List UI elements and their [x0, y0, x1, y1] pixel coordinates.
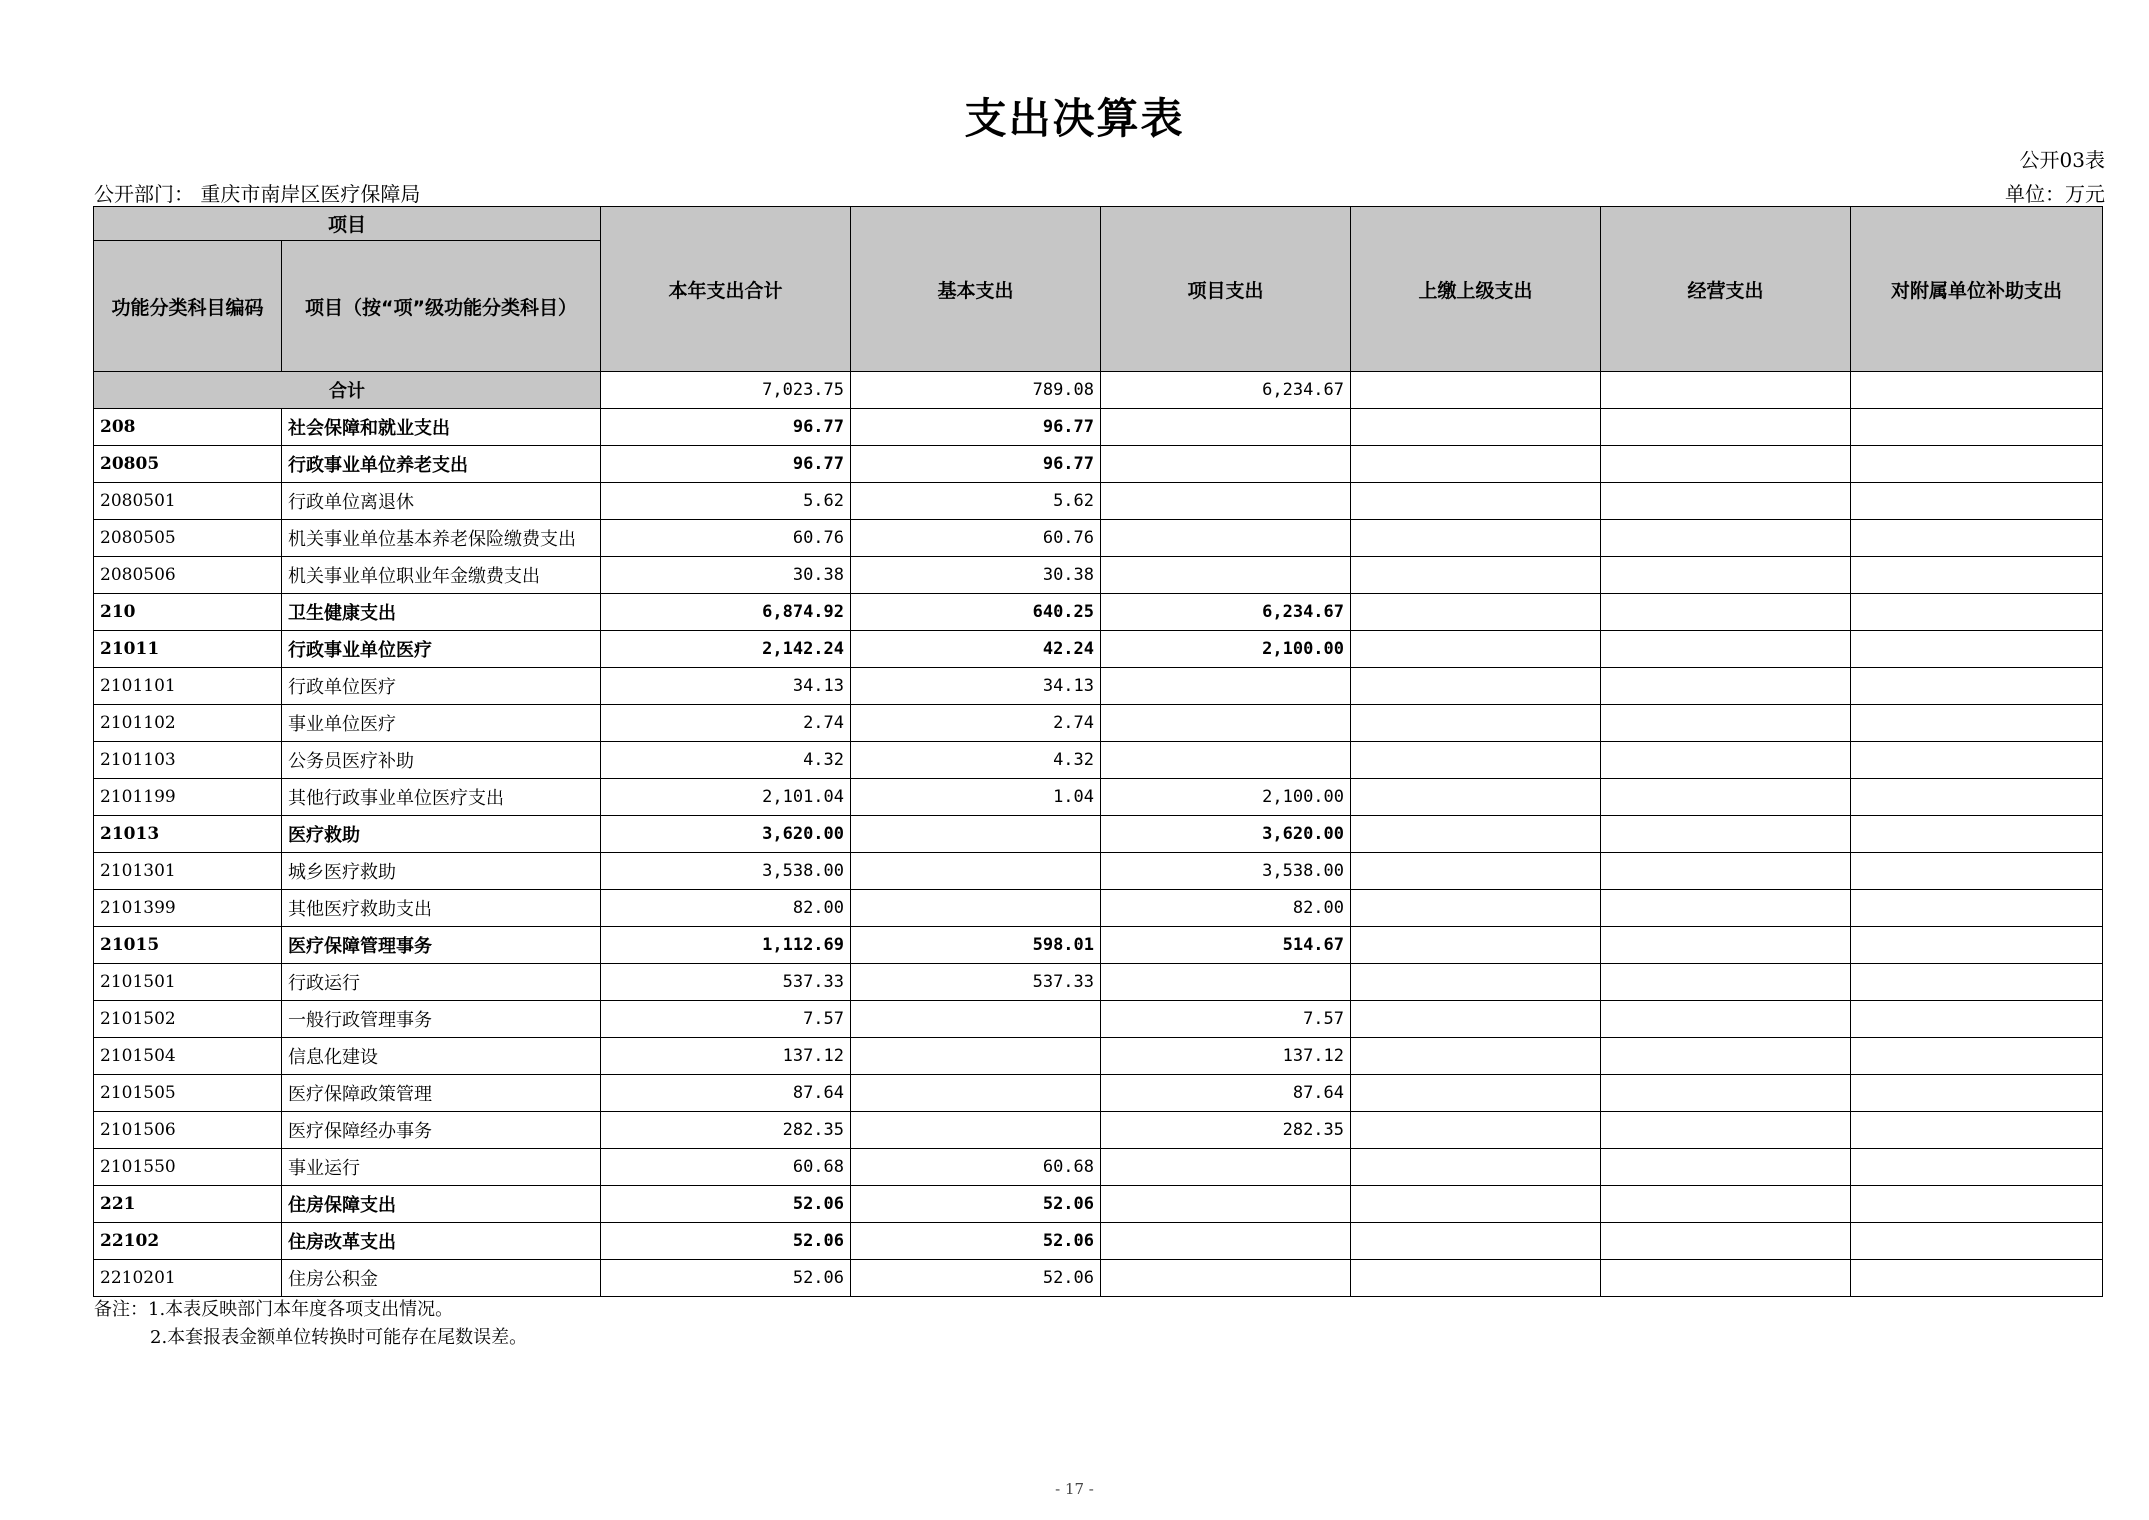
table-row [94, 1112, 2103, 1149]
table-row [94, 742, 2103, 779]
table-row [94, 1149, 2103, 1186]
table-row [94, 964, 2103, 1001]
row-basic: 96.77 [851, 446, 1101, 483]
row-basic: 96.77 [851, 409, 1101, 446]
row-project [1101, 557, 1351, 594]
header-item: 项目 [94, 207, 601, 241]
header-project: 项目支出 [1101, 207, 1351, 372]
row-basic: 30.38 [851, 557, 1101, 594]
total-row [94, 372, 2103, 409]
row-code: 21011 [94, 631, 282, 668]
table-row [94, 853, 2103, 890]
row-name: 公务员医疗补助 [282, 742, 601, 779]
row-upper [1351, 927, 1601, 964]
row-business [1601, 927, 1851, 964]
row-upper [1351, 594, 1601, 631]
row-upper [1351, 668, 1601, 705]
row-upper [1351, 1038, 1601, 1075]
row-business [1601, 964, 1851, 1001]
table-row [94, 1038, 2103, 1075]
row-upper [1351, 705, 1601, 742]
row-basic: 1.04 [851, 779, 1101, 816]
note-1: 备注：1.本表反映部门本年度各项支出情况。 [94, 1299, 454, 1320]
row-total: 60.68 [601, 1149, 851, 1186]
row-subsidy [1851, 1149, 2103, 1186]
row-basic [851, 890, 1101, 927]
row-project: 514.67 [1101, 927, 1351, 964]
header-name: 项目（按“项”级功能分类科目） [282, 241, 601, 372]
row-project: 7.57 [1101, 1001, 1351, 1038]
row-subsidy [1851, 520, 2103, 557]
row-business [1601, 668, 1851, 705]
row-subsidy [1851, 631, 2103, 668]
row-total: 30.38 [601, 557, 851, 594]
row-upper [1351, 409, 1601, 446]
page-title: 支出决算表 [964, 94, 1185, 143]
row-total: 52.06 [601, 1186, 851, 1223]
unit-label: 单位：万元 [2005, 182, 2105, 206]
total-project: 6,234.67 [1101, 372, 1351, 409]
header-upper: 上缴上级支出 [1351, 207, 1601, 372]
row-business [1601, 1075, 1851, 1112]
row-subsidy [1851, 779, 2103, 816]
row-upper [1351, 779, 1601, 816]
row-name: 住房改革支出 [282, 1223, 601, 1260]
row-basic [851, 1001, 1101, 1038]
row-code: 208 [94, 409, 282, 446]
row-total: 3,620.00 [601, 816, 851, 853]
row-name: 机关事业单位基本养老保险缴费支出 [282, 520, 601, 557]
row-total: 3,538.00 [601, 853, 851, 890]
row-project: 2,100.00 [1101, 631, 1351, 668]
row-project: 3,620.00 [1101, 816, 1351, 853]
table-row [94, 1223, 2103, 1260]
row-name: 城乡医疗救助 [282, 853, 601, 890]
row-project: 6,234.67 [1101, 594, 1351, 631]
row-name: 行政事业单位医疗 [282, 631, 601, 668]
row-name: 住房保障支出 [282, 1186, 601, 1223]
row-project [1101, 409, 1351, 446]
header-basic: 基本支出 [851, 207, 1101, 372]
row-name: 一般行政管理事务 [282, 1001, 601, 1038]
row-basic: 60.68 [851, 1149, 1101, 1186]
row-business [1601, 890, 1851, 927]
row-code: 22102 [94, 1223, 282, 1260]
row-total: 2,142.24 [601, 631, 851, 668]
row-project [1101, 964, 1351, 1001]
row-total: 96.77 [601, 446, 851, 483]
table-row [94, 631, 2103, 668]
notes [94, 1296, 527, 1352]
row-name: 行政单位医疗 [282, 668, 601, 705]
row-subsidy [1851, 1038, 2103, 1075]
row-basic [851, 1038, 1101, 1075]
row-code: 2080501 [94, 483, 282, 520]
expenditure-table [93, 206, 2103, 1297]
row-basic: 5.62 [851, 483, 1101, 520]
header-code: 功能分类科目编码 [94, 241, 282, 372]
row-business [1601, 409, 1851, 446]
form-number: 公开03表 [2019, 148, 2105, 172]
row-subsidy [1851, 483, 2103, 520]
row-total: 2.74 [601, 705, 851, 742]
row-name: 行政事业单位养老支出 [282, 446, 601, 483]
row-code: 2101101 [94, 668, 282, 705]
row-code: 2101501 [94, 964, 282, 1001]
row-business [1601, 816, 1851, 853]
row-name: 其他行政事业单位医疗支出 [282, 779, 601, 816]
row-upper [1351, 1260, 1601, 1297]
row-name: 社会保障和就业支出 [282, 409, 601, 446]
page-number: - 17 - [1055, 1480, 1094, 1498]
header-total: 本年支出合计 [601, 207, 851, 372]
row-project: 2,100.00 [1101, 779, 1351, 816]
row-code: 2080506 [94, 557, 282, 594]
row-total: 2,101.04 [601, 779, 851, 816]
row-total: 60.76 [601, 520, 851, 557]
row-basic: 537.33 [851, 964, 1101, 1001]
row-subsidy [1851, 1223, 2103, 1260]
row-basic: 598.01 [851, 927, 1101, 964]
row-code: 2101301 [94, 853, 282, 890]
row-name: 卫生健康支出 [282, 594, 601, 631]
total-label: 合计 [94, 372, 601, 409]
row-subsidy [1851, 1075, 2103, 1112]
row-total: 52.06 [601, 1260, 851, 1297]
row-business [1601, 1038, 1851, 1075]
row-basic: 42.24 [851, 631, 1101, 668]
row-basic [851, 1112, 1101, 1149]
row-basic: 34.13 [851, 668, 1101, 705]
row-upper [1351, 853, 1601, 890]
row-upper [1351, 446, 1601, 483]
table-row [94, 816, 2103, 853]
row-subsidy [1851, 1112, 2103, 1149]
table-row [94, 409, 2103, 446]
row-name: 事业单位医疗 [282, 705, 601, 742]
row-total: 1,112.69 [601, 927, 851, 964]
row-total: 4.32 [601, 742, 851, 779]
row-upper [1351, 964, 1601, 1001]
row-total: 537.33 [601, 964, 851, 1001]
table-row [94, 1260, 2103, 1297]
row-business [1601, 1001, 1851, 1038]
row-project [1101, 742, 1351, 779]
row-name: 事业运行 [282, 1149, 601, 1186]
row-business [1601, 779, 1851, 816]
row-total: 137.12 [601, 1038, 851, 1075]
row-basic: 4.32 [851, 742, 1101, 779]
row-upper [1351, 1223, 1601, 1260]
row-total: 34.13 [601, 668, 851, 705]
row-upper [1351, 1186, 1601, 1223]
row-business [1601, 446, 1851, 483]
row-business [1601, 742, 1851, 779]
row-upper [1351, 1149, 1601, 1186]
row-subsidy [1851, 742, 2103, 779]
row-basic: 52.06 [851, 1186, 1101, 1223]
row-project: 87.64 [1101, 1075, 1351, 1112]
row-code: 21013 [94, 816, 282, 853]
row-total: 282.35 [601, 1112, 851, 1149]
row-business [1601, 1149, 1851, 1186]
row-upper [1351, 557, 1601, 594]
row-name: 医疗救助 [282, 816, 601, 853]
row-code: 2101399 [94, 890, 282, 927]
row-project [1101, 1186, 1351, 1223]
row-subsidy [1851, 1001, 2103, 1038]
row-total: 52.06 [601, 1223, 851, 1260]
row-name: 信息化建设 [282, 1038, 601, 1075]
row-project [1101, 705, 1351, 742]
row-total: 82.00 [601, 890, 851, 927]
row-business [1601, 1223, 1851, 1260]
row-code: 2101504 [94, 1038, 282, 1075]
total-basic: 789.08 [851, 372, 1101, 409]
row-subsidy [1851, 964, 2103, 1001]
total-subsidy [1851, 372, 2103, 409]
row-business [1601, 1260, 1851, 1297]
row-code: 21015 [94, 927, 282, 964]
row-project [1101, 668, 1351, 705]
table-row [94, 483, 2103, 520]
row-project [1101, 1149, 1351, 1186]
row-upper [1351, 816, 1601, 853]
row-name: 医疗保障政策管理 [282, 1075, 601, 1112]
row-subsidy [1851, 1186, 2103, 1223]
row-upper [1351, 890, 1601, 927]
row-subsidy [1851, 409, 2103, 446]
total-business [1601, 372, 1851, 409]
row-basic [851, 1075, 1101, 1112]
row-code: 2101199 [94, 779, 282, 816]
table-row [94, 668, 2103, 705]
row-code: 2101506 [94, 1112, 282, 1149]
row-code: 2210201 [94, 1260, 282, 1297]
row-upper [1351, 742, 1601, 779]
row-name: 医疗保障管理事务 [282, 927, 601, 964]
row-total: 7.57 [601, 1001, 851, 1038]
row-business [1601, 1112, 1851, 1149]
row-name: 行政运行 [282, 964, 601, 1001]
header-business: 经营支出 [1601, 207, 1851, 372]
table-row [94, 890, 2103, 927]
table-row [94, 779, 2103, 816]
row-name: 行政单位离退休 [282, 483, 601, 520]
row-subsidy [1851, 557, 2103, 594]
row-code: 2101102 [94, 705, 282, 742]
row-upper [1351, 631, 1601, 668]
header-subsidy: 对附属单位补助支出 [1851, 207, 2103, 372]
row-code: 20805 [94, 446, 282, 483]
row-name: 医疗保障经办事务 [282, 1112, 601, 1149]
row-code: 210 [94, 594, 282, 631]
row-business [1601, 594, 1851, 631]
total-amount: 7,023.75 [601, 372, 851, 409]
row-project [1101, 483, 1351, 520]
row-code: 2101502 [94, 1001, 282, 1038]
row-total: 5.62 [601, 483, 851, 520]
row-upper [1351, 483, 1601, 520]
row-code: 221 [94, 1186, 282, 1223]
table-row [94, 446, 2103, 483]
row-code: 2101103 [94, 742, 282, 779]
row-business [1601, 631, 1851, 668]
row-total: 6,874.92 [601, 594, 851, 631]
row-project [1101, 1223, 1351, 1260]
table-row [94, 1001, 2103, 1038]
row-basic: 52.06 [851, 1260, 1101, 1297]
row-business [1601, 557, 1851, 594]
row-business [1601, 853, 1851, 890]
row-project: 3,538.00 [1101, 853, 1351, 890]
row-basic: 52.06 [851, 1223, 1101, 1260]
row-project [1101, 1260, 1351, 1297]
total-upper [1351, 372, 1601, 409]
row-code: 2080505 [94, 520, 282, 557]
table-row [94, 557, 2103, 594]
row-subsidy [1851, 668, 2103, 705]
row-total: 96.77 [601, 409, 851, 446]
row-subsidy [1851, 816, 2103, 853]
row-total: 87.64 [601, 1075, 851, 1112]
row-project [1101, 446, 1351, 483]
row-project: 82.00 [1101, 890, 1351, 927]
row-upper [1351, 1001, 1601, 1038]
row-project: 282.35 [1101, 1112, 1351, 1149]
row-subsidy [1851, 927, 2103, 964]
row-basic: 60.76 [851, 520, 1101, 557]
row-basic [851, 853, 1101, 890]
table-row [94, 1186, 2103, 1223]
row-subsidy [1851, 1260, 2103, 1297]
row-name: 其他医疗救助支出 [282, 890, 601, 927]
row-basic [851, 816, 1101, 853]
row-business [1601, 520, 1851, 557]
row-subsidy [1851, 890, 2103, 927]
row-subsidy [1851, 705, 2103, 742]
row-name: 机关事业单位职业年金缴费支出 [282, 557, 601, 594]
table-row [94, 1075, 2103, 1112]
table-row [94, 705, 2103, 742]
row-subsidy [1851, 853, 2103, 890]
row-subsidy [1851, 594, 2103, 631]
table-row [94, 927, 2103, 964]
row-business [1601, 1186, 1851, 1223]
row-upper [1351, 1112, 1601, 1149]
row-subsidy [1851, 446, 2103, 483]
department-label: 公开部门： 重庆市南岸区医疗保障局 [94, 182, 421, 206]
table-row [94, 520, 2103, 557]
note-2: 2.本套报表金额单位转换时可能存在尾数误差。 [150, 1327, 528, 1348]
row-basic: 2.74 [851, 705, 1101, 742]
row-business [1601, 705, 1851, 742]
row-name: 住房公积金 [282, 1260, 601, 1297]
row-code: 2101550 [94, 1149, 282, 1186]
row-code: 2101505 [94, 1075, 282, 1112]
table-row [94, 594, 2103, 631]
row-basic: 640.25 [851, 594, 1101, 631]
row-project [1101, 520, 1351, 557]
row-upper [1351, 520, 1601, 557]
row-project: 137.12 [1101, 1038, 1351, 1075]
row-upper [1351, 1075, 1601, 1112]
row-business [1601, 483, 1851, 520]
